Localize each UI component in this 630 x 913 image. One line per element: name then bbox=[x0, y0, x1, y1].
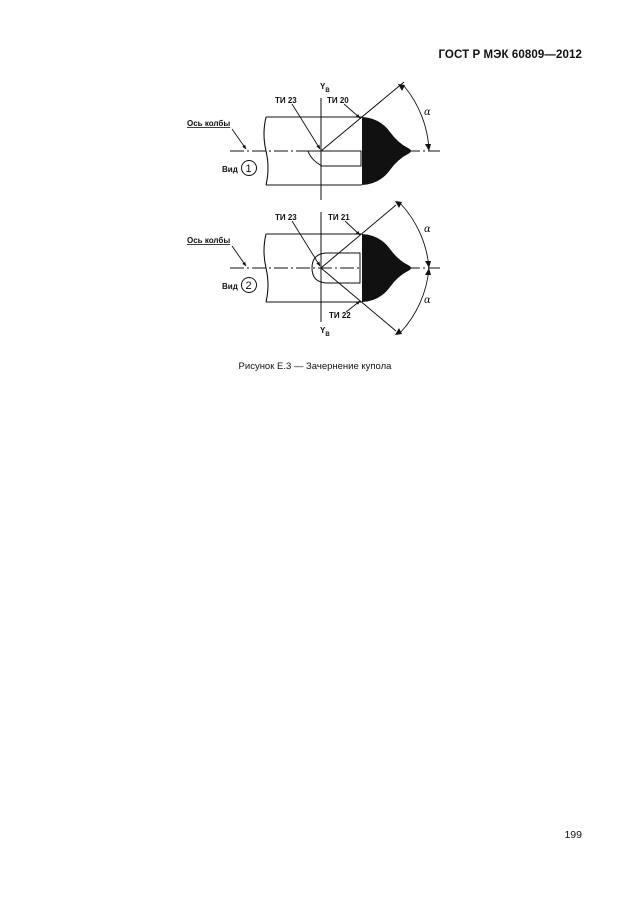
view-number-1: 1 bbox=[245, 163, 252, 175]
angle-arrow-1b bbox=[425, 144, 431, 151]
y-axis-label-2: $Y_B$ bbox=[320, 326, 330, 338]
y-axis-label-1: $Y_B$ bbox=[320, 82, 330, 94]
axis-label-2: Ось колбы bbox=[187, 236, 231, 245]
view-1 bbox=[187, 82, 440, 200]
leader-axis-1 bbox=[232, 129, 246, 149]
document-header: ГОСТ Р МЭК 60809—2012 bbox=[438, 49, 582, 61]
leader-axis-2 bbox=[232, 246, 246, 266]
view-label-2: Вид bbox=[222, 282, 238, 291]
angle-arrow-2c bbox=[425, 268, 431, 275]
leader-ti20 bbox=[344, 104, 360, 118]
label-ti22: ТИ 22 bbox=[329, 311, 351, 320]
figure-caption: Рисунок Е.3 — Зачернение купола bbox=[238, 361, 392, 372]
page-number: 199 bbox=[564, 829, 582, 841]
figure-e3-drawing bbox=[0, 0, 630, 400]
angle-label-2-bottom: α bbox=[424, 295, 431, 306]
view-2 bbox=[187, 201, 440, 338]
inner-slot-1 bbox=[308, 151, 361, 166]
leader-ti23-1 bbox=[292, 104, 320, 149]
axis-label-1: Ось колбы bbox=[187, 119, 231, 128]
angle-arc-2-top bbox=[400, 203, 429, 268]
angle-arc-1 bbox=[404, 86, 429, 151]
label-ti23-1: ТИ 23 bbox=[275, 96, 297, 105]
label-ti21: ТИ 21 bbox=[328, 213, 350, 222]
leader-ti21 bbox=[345, 221, 360, 235]
angle-arrow-2b bbox=[425, 261, 431, 268]
leader-ti23-2 bbox=[292, 221, 320, 266]
angle-arrow-1a bbox=[398, 84, 405, 91]
view-label-1: Вид bbox=[222, 165, 238, 174]
label-ti23-2: ТИ 23 bbox=[275, 213, 297, 222]
view-number-2: 2 bbox=[245, 280, 252, 292]
angle-label-1: α bbox=[424, 107, 431, 118]
angle-label-2-top: α bbox=[424, 224, 431, 235]
label-ti20: ТИ 20 bbox=[327, 96, 349, 105]
